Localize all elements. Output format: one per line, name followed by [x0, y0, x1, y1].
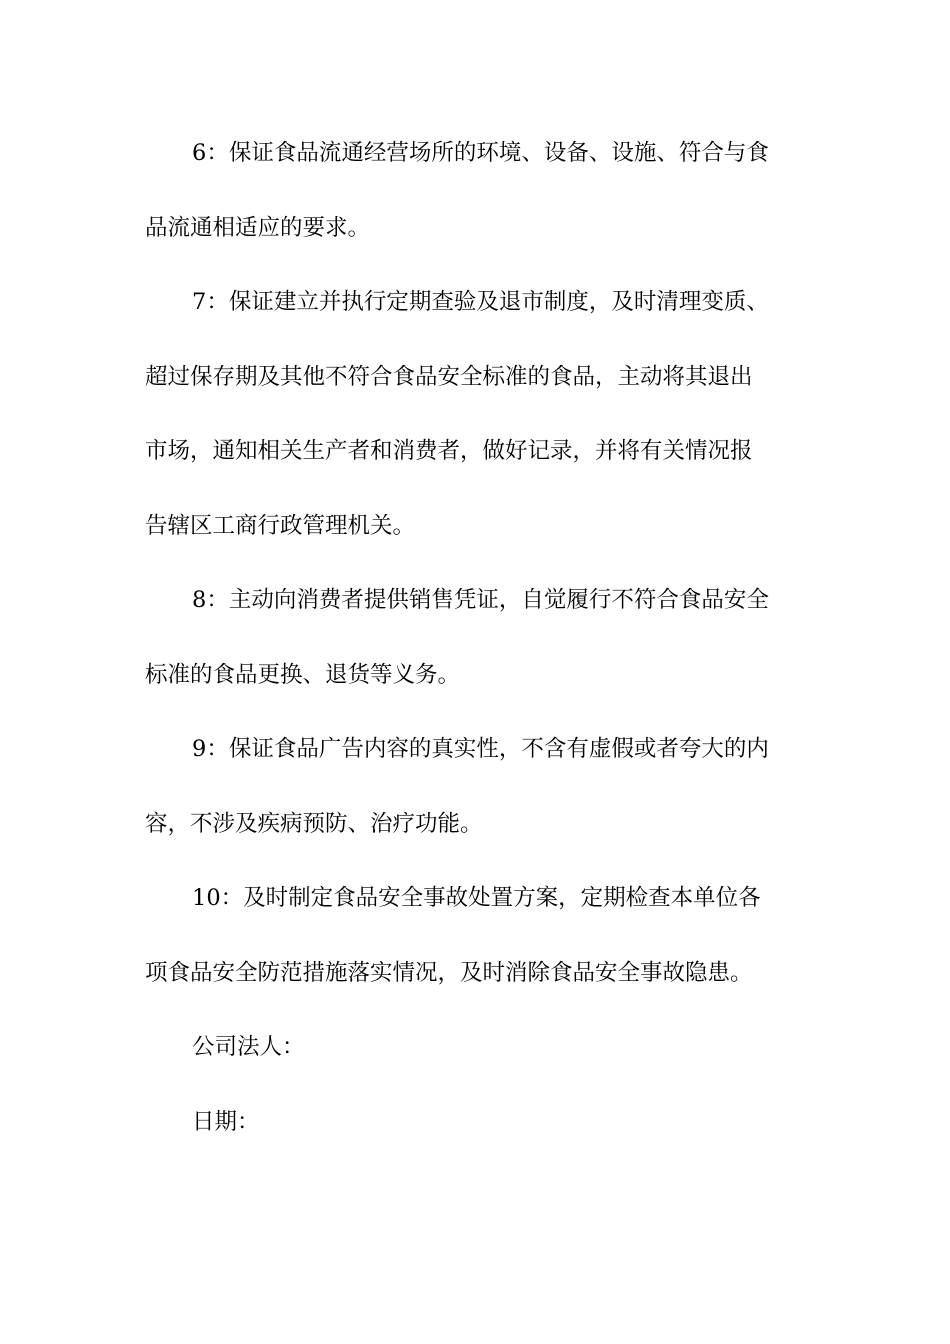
signature-company-legal-person — [145, 1010, 807, 1085]
paragraph-line: 告辖区工商行政管理机关。 — [145, 512, 416, 539]
paragraph-item-6 — [145, 116, 807, 265]
signature-label: 公司法人： — [192, 1034, 305, 1060]
paragraph-line: 品流通相适应的要求。 — [145, 214, 371, 241]
paragraph-line: 市场，通知相关生产者和消费者，做好记录，并将有关情况报 — [145, 438, 753, 464]
paragraph-line: 容，不涉及疾病预防、治疗功能。 — [145, 810, 483, 837]
paragraph-line: 8：主动向消费者提供销售凭证，自觉履行不符合食品安全 — [192, 587, 769, 613]
paragraph-line: 7：保证建立并执行定期查验及退市制度，及时清理变质、 — [192, 289, 769, 315]
paragraph-line: 项食品安全防范措施落实情况，及时消除食品安全事故隐患。 — [145, 959, 753, 986]
paragraph-item-10 — [145, 861, 807, 1010]
date-label: 日期： — [192, 1108, 260, 1135]
paragraph-line: 6：保证食品流通经营场所的环境、设备、设施、符合与食 — [192, 140, 769, 166]
paragraph-line: 10：及时制定食品安全事故处置方案，定期检查本单位各 — [192, 885, 761, 911]
signature-date — [145, 1085, 807, 1160]
paragraph-line: 超过保存期及其他不符合食品安全标准的食品，主动将其退出 — [145, 363, 753, 390]
document-body — [145, 116, 807, 1159]
paragraph-line: 9：保证食品广告内容的真实性，不含有虚假或者夸大的内 — [192, 736, 769, 762]
paragraph-line: 标准的食品更换、退货等义务。 — [145, 661, 461, 688]
paragraph-item-9 — [145, 712, 807, 861]
paragraph-item-8 — [145, 563, 807, 712]
paragraph-item-7 — [145, 265, 807, 563]
